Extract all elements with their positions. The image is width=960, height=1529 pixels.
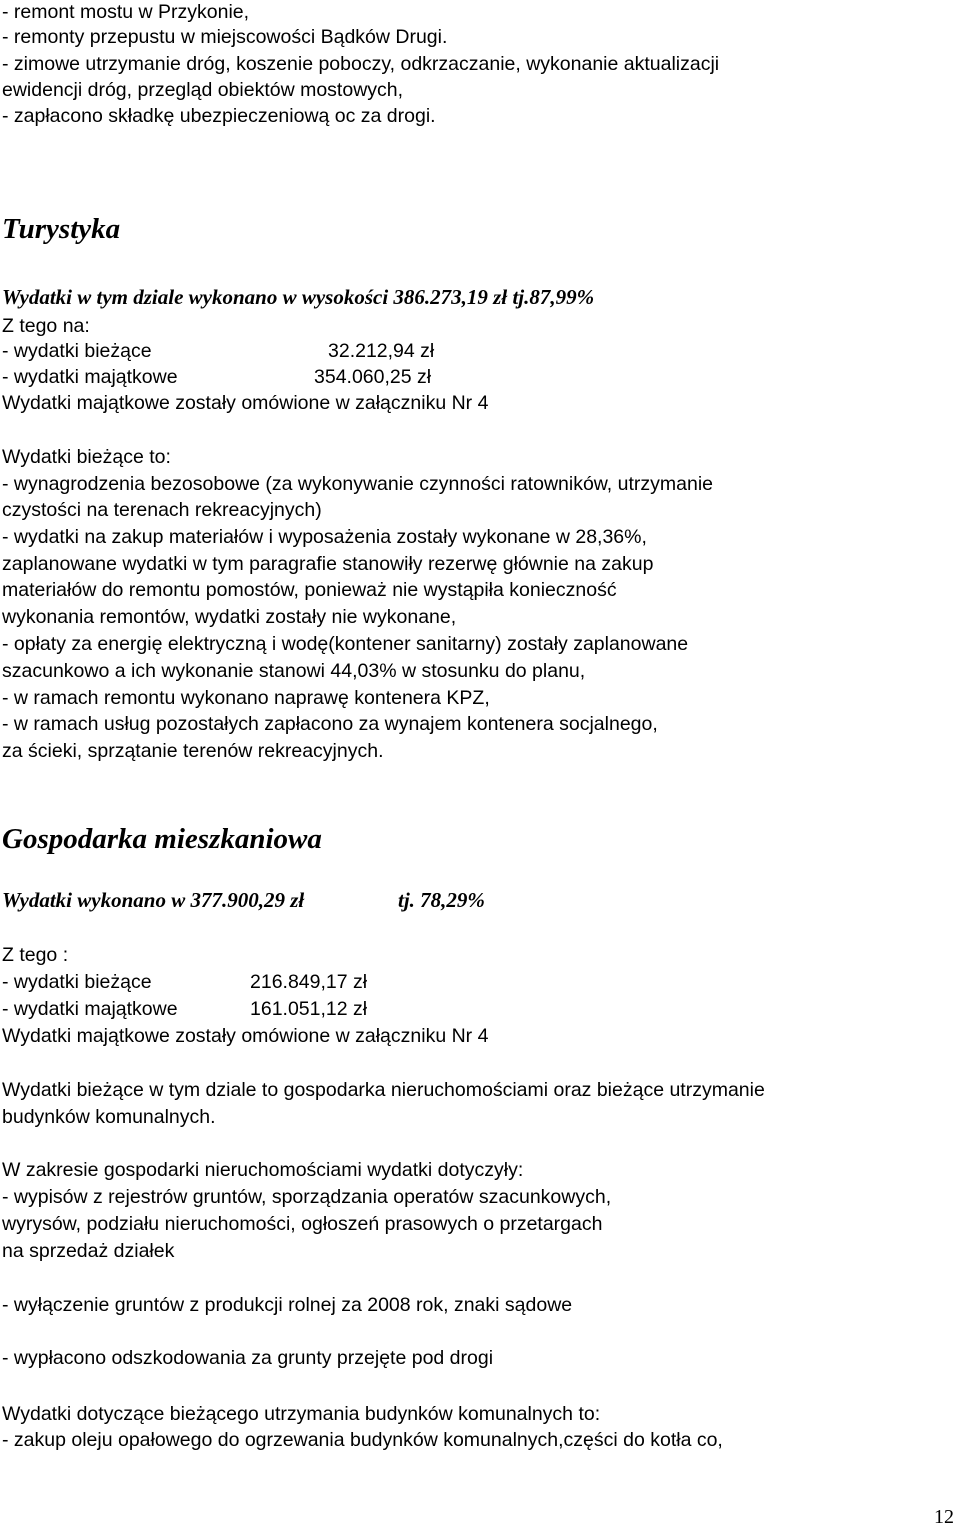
intro-line: ewidencji dróg, przegląd obiektów mostowych, <box>2 79 404 101</box>
paragraph-line: budynków komunalnych. <box>2 1106 216 1128</box>
capital-expenses-value: 161.051,12 zł <box>250 998 368 1020</box>
paragraph-line: wyrysów, podziału nieruchomości, ogłoszeń prasowych o przetargach <box>2 1213 603 1235</box>
intro-line: - remonty przepustu w miejscowości Bądków Drugi. <box>2 26 448 48</box>
current-expenses-value: 32.212,94 zł <box>328 340 435 362</box>
detail-line: - w ramach remontu wykonano naprawę kontenera KPZ, <box>2 687 490 709</box>
paragraph-line: - zakup oleju opałowego do ogrzewania budynków komunalnych,części do kotła co, <box>2 1429 723 1451</box>
paragraph-line: W zakresie gospodarki nieruchomościami wydatki dotyczyły: <box>2 1159 524 1181</box>
section-summary-percent: tj. 78,29% <box>398 888 485 912</box>
list-item: - wyłączenie gruntów z produkcji rolnej za 2008 rok, znaki sądowe <box>2 1294 573 1316</box>
intro-line: - remont mostu w Przykonie, <box>2 1 250 23</box>
detail-line: materiałów do remontu pomostów, ponieważ nie wystąpiła konieczność <box>2 579 617 601</box>
capital-note: Wydatki majątkowe zostały omówione w załączniku Nr 4 <box>2 1025 489 1047</box>
z-tego-label: Z tego na: <box>2 315 90 337</box>
detail-line: zaplanowane wydatki w tym paragrafie stanowiły rezerwę głównie na zakup <box>2 553 654 575</box>
current-expenses-intro: Wydatki bieżące to: <box>2 446 171 468</box>
detail-line: - wydatki na zakup materiałów i wyposażenia zostały wykonane w 28,36%, <box>2 526 647 548</box>
detail-line: - w ramach usług pozostałych zapłacono za wynajem kontenera socjalnego, <box>2 713 658 735</box>
detail-line: wykonania remontów, wydatki zostały nie wykonane, <box>2 606 457 628</box>
section-summary: Wydatki wykonano w 377.900,29 zł <box>2 888 305 912</box>
section-heading: Gospodarka mieszkaniowa <box>2 823 322 855</box>
capital-note: Wydatki majątkowe zostały omówione w załączniku Nr 4 <box>2 392 489 414</box>
paragraph-line: na sprzedaż działek <box>2 1240 175 1262</box>
z-tego-label: Z tego : <box>2 944 69 966</box>
capital-expenses-value: 354.060,25 zł <box>314 366 432 388</box>
detail-line: - wynagrodzenia bezosobowe (za wykonywanie czynności ratowników, utrzymanie <box>2 473 714 495</box>
capital-expenses-label: - wydatki majątkowe <box>2 366 178 388</box>
current-expenses-value: 216.849,17 zł <box>250 971 368 993</box>
current-expenses-label: - wydatki bieżące <box>2 340 152 362</box>
intro-line: - zapłacono składkę ubezpieczeniową oc za drogi. <box>2 105 436 127</box>
current-expenses-label: - wydatki bieżące <box>2 971 152 993</box>
intro-line: - zimowe utrzymanie dróg, koszenie poboczy, odkrzaczanie, wykonanie aktualizacji <box>2 53 720 75</box>
page-number: 12 <box>934 1506 954 1528</box>
capital-expenses-label: - wydatki majątkowe <box>2 998 178 1020</box>
list-item: - wypłacono odszkodowania za grunty przejęte pod drogi <box>2 1347 494 1369</box>
detail-line: - opłaty za energię elektryczną i wodę(kontener sanitarny) zostały zaplanowane <box>2 633 689 655</box>
section-summary: Wydatki w tym dziale wykonano w wysokości 386.273,19 zł tj.87,99% <box>2 285 595 309</box>
paragraph-line: Wydatki dotyczące bieżącego utrzymania budynków komunalnych to: <box>2 1403 601 1425</box>
detail-line: szacunkowo a ich wykonanie stanowi 44,03% w stosunku do planu, <box>2 660 586 682</box>
detail-line: za ścieki, sprzątanie terenów rekreacyjnych. <box>2 740 384 762</box>
section-heading: Turystyka <box>2 213 121 245</box>
paragraph-line: - wypisów z rejestrów gruntów, sporządzania operatów szacunkowych, <box>2 1186 612 1208</box>
detail-line: czystości na terenach rekreacyjnych) <box>2 499 322 521</box>
paragraph-line: Wydatki bieżące w tym dziale to gospodarka nieruchomościami oraz bieżące utrzymanie <box>2 1079 765 1101</box>
